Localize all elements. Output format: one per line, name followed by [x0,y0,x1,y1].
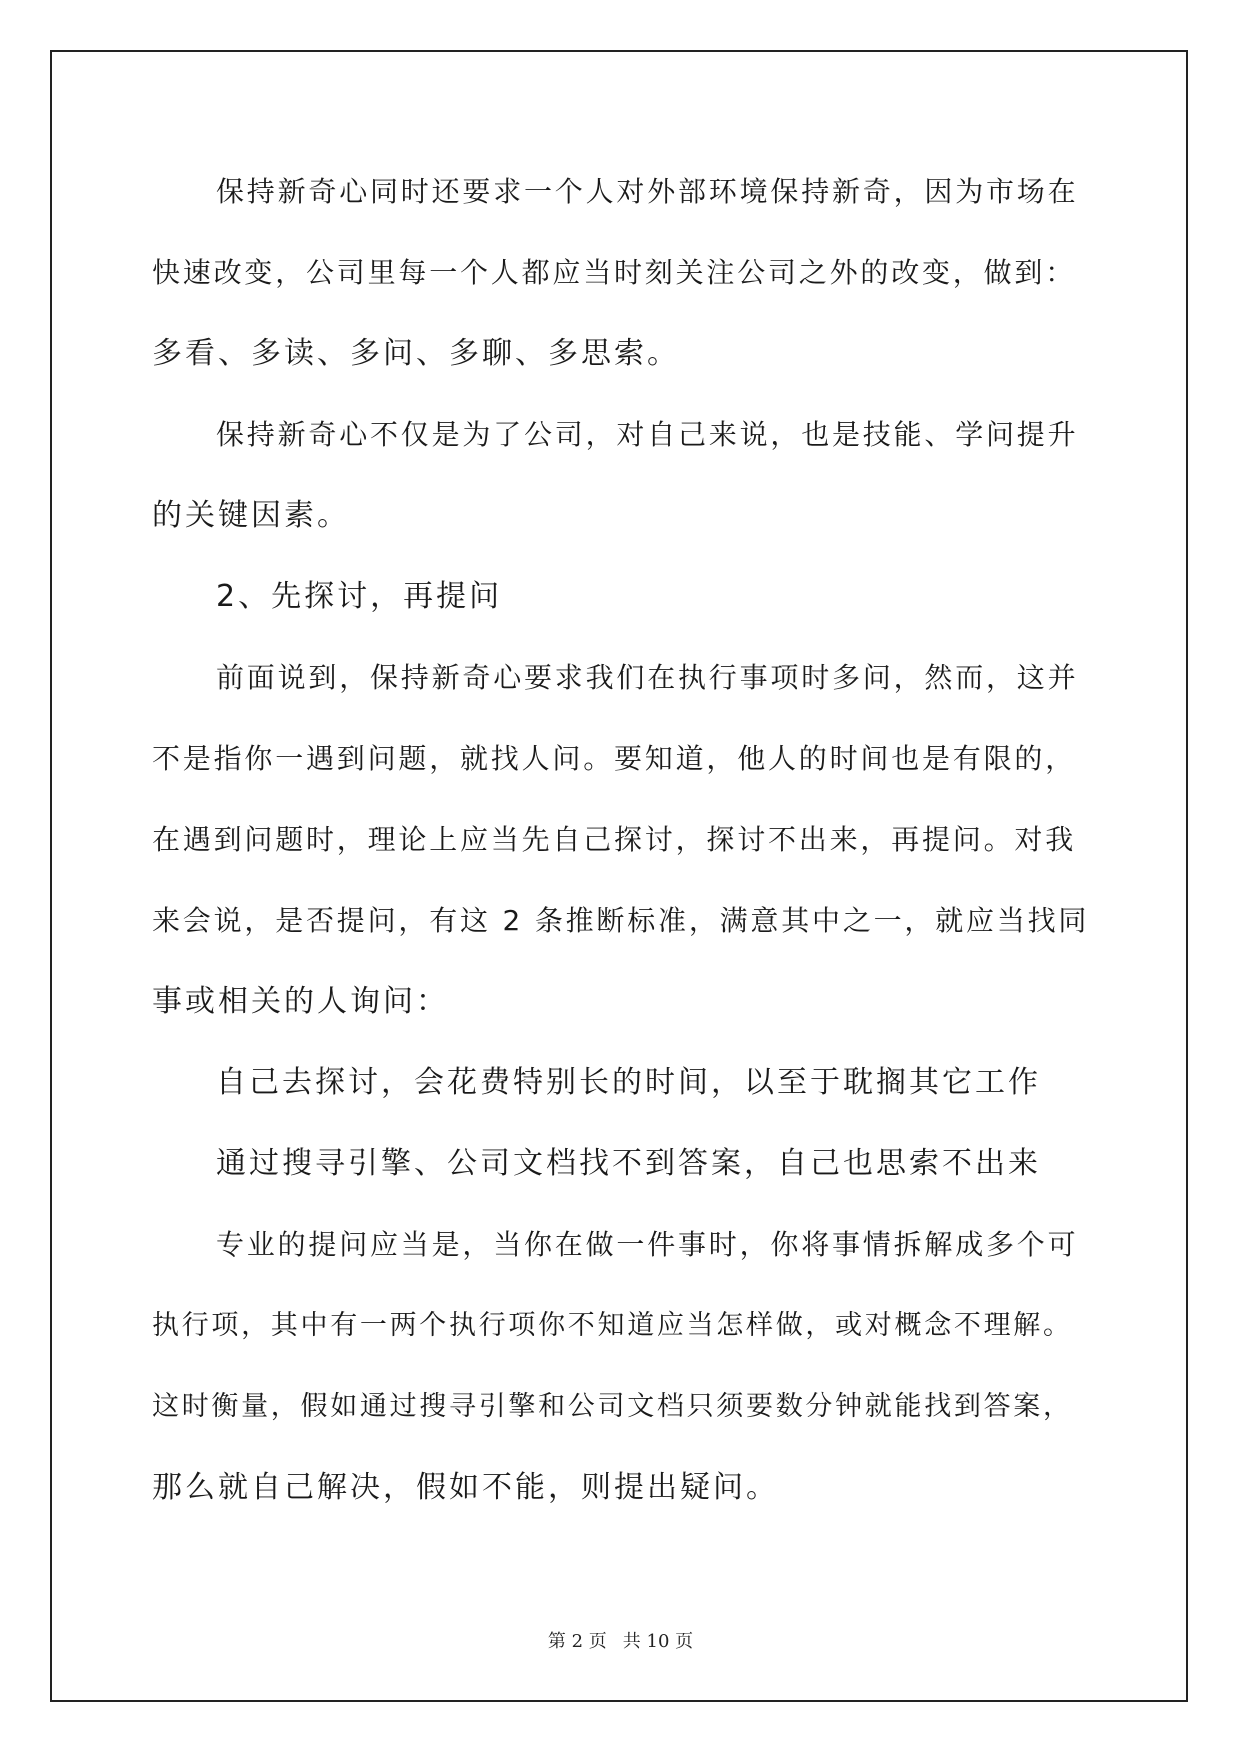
text-line: 的关键因素。 [152,498,350,533]
text-line: 执行项，其中有一两个执行项你不知道应当怎样做，或对概念不理解。 [152,1310,1073,1341]
text-line: 保持新奇心不仅是为了公司，对自己来说，也是技能、学问提升 [216,418,1079,451]
text-line: 在遇到问题时，理论上应当先自己探讨，探讨不出来，再提问。对我 [152,823,1077,856]
list-item: 通过搜寻引擎、公司文档找不到答案，自己也思索不出来 [216,1146,1041,1181]
section-heading: 2、先探讨，再提问 [216,579,503,614]
text-line: 那么就自己解决，假如不能，则提出疑问。 [152,1470,779,1505]
page-footer [0,1627,1241,1653]
page-number: 第 2 页 [547,1631,607,1652]
text-line: 来会说，是否提问，有这 2 条推断标准，满意其中之一，就应当找同 [152,904,1090,937]
document-body [152,156,1102,1533]
text-line: 保持新奇心同时还要求一个人对外部环境保持新奇，因为市场在 [216,175,1079,208]
text-line: 多看、多读、多问、多聊、多思索。 [152,336,680,371]
text-line: 快速改变，公司里每一个人都应当时刻关注公司之外的改变，做到： [152,256,1077,289]
page-total: 共 10 页 [622,1631,694,1652]
text-line: 专业的提问应当是，当你在做一件事时，你将事情拆解成多个可 [216,1228,1079,1261]
text-line: 这时衡量，假如通过搜寻引擎和公司文档只须要数分钟就能找到答案， [152,1391,1073,1422]
text-line: 前面说到，保持新奇心要求我们在执行事项时多问，然而，这并 [216,661,1079,694]
list-item: 自己去探讨，会花费特别长的时间，以至于耽搁其它工作 [216,1065,1041,1100]
text-line: 事或相关的人询问： [152,984,449,1019]
text-line: 不是指你一遇到问题，就找人问。要知道，他人的时间也是有限的， [152,742,1077,775]
